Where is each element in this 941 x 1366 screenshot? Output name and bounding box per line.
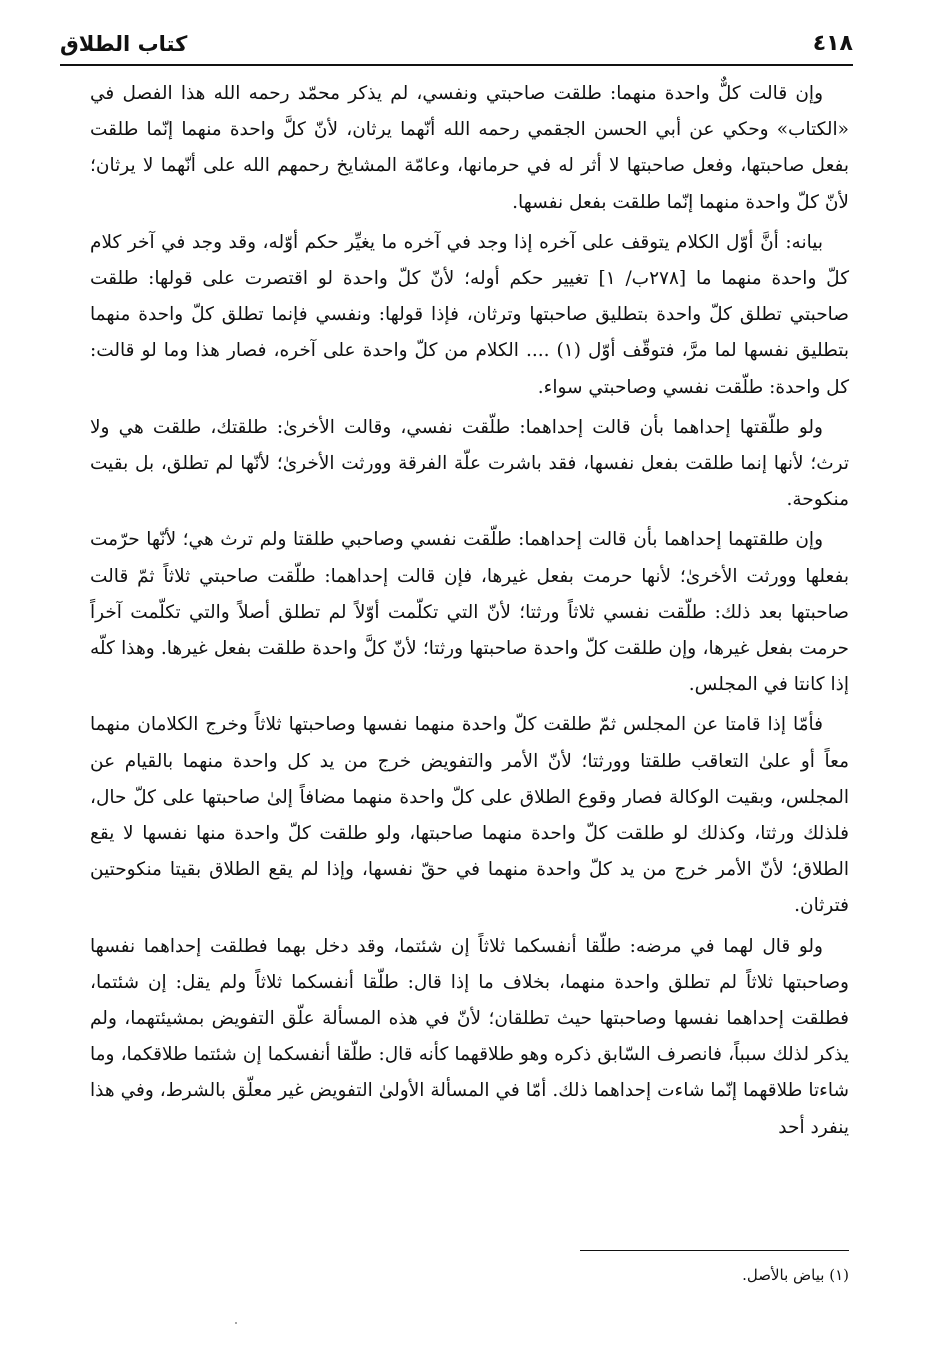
paragraph: وإن طلقتهما إحداهما بأن قالت إحداهما: طلّقت نفسي وصاحبي طلقتا ولم ترث هي؛ لأنّها حرّمت بفعلها وورثت الأخرىٰ؛ لأنها حرمت بفعل غيرها، فإن قالت إحداهما: طلّقت صاحبتي ثلاثاً ثمّ قالت صاحبتها بعد ذلك: طلّقت نفسي ثلاثاً ورثتا؛ لأنّ التي تكلّمت أوّلاً لم تطلق أصلاً والتي تكلّمت آخراً حرمت بفعل غيرها، وإن طلقت كلّ واحدة صاحبتها ورثتا؛ لأنّ كلَّ واحدة طلقت بفعل غيرها. وهذا كلّه إذا كانتا في المجلس. — [90, 529, 849, 696]
paragraph: ولو قال لهما في مرضه: طلّقا أنفسكما ثلاثاً إن شئتما، وقد دخل بهما فطلقت إحداهما نفسها وصاحبتها ثلاثاً لم تطلق واحدة منهما، بخلاف ما إذا قال: طلّقا أنفسكما ثلاثاً ولم يقل: إن شئتما، فطلقت إحداهما نفسها وصاحبتها حيث تطلقان؛ لأنّ في هذه المسألة علّق التفويض بمشيئتهما، ولم يذكر لذلك سبباً، فانصرف السّابق ذكره وهو طلاقهما كأنه قال: طلّقا أنفسكما إن شئتما طلاقكما، وما شاءتا طلاقهما إنّما شاءت إحداهما ذلك. أمّا في المسألة الأولىٰ التفويض غير معلّق بالشرط، وفي هذا ينفرد أحد — [90, 935, 849, 1138]
footnote: (١) بياض بالأصل. — [742, 1266, 849, 1284]
book-title: كتاب الطلاق — [60, 32, 188, 56]
paragraph: فأمّا إذا قامتا عن المجلس ثمّ طلقت كلّ واحدة منهما نفسها وصاحبتها ثلاثاً وخرج الكلامان منهما معاً أو علىٰ التعاقب طلقتا وورثتا؛ لأنّ الأمر والتفويض خرج من يد كل واحدة منهما بالقيام عن المجلس، وبقيت الوكالة فصار وقوع الطلاق على كلّ واحدة منهما مضافاً إلىٰ صاحبتها على كلّ حال، فلذلك ورثتا، وكذلك لو طلقت كلّ واحدة منهما صاحبتها، ولو طلقت كلّ واحدة منها نفسها لا يقع الطلاق؛ لأنّ الأمر خرج من يد كلّ واحدة منهما في حقّ نفسها، وإذا لم يقع الطلاق بقيتا منكوحتين فترثان. — [90, 714, 849, 917]
page-number: ٤١٨ — [812, 31, 853, 56]
main-text — [90, 76, 849, 1150]
paragraph: ولو طلّقتها إحداهما بأن قالت إحداهما: طلّقت نفسي، وقالت الأخرىٰ: طلقتك، طلقت هي ولا ترث؛ لأنها إنما طلقت بفعل نفسها، فقد باشرت علّة الفرقة وورثت الأخرىٰ؛ لأنّها لم تطلق، بل بقيت منكوحة. — [90, 416, 849, 511]
running-head — [60, 20, 853, 64]
footnote-rule — [580, 1250, 849, 1251]
paragraph: بيانه: أنَّ أوّل الكلام يتوقف على آخره إذا وجد في آخره ما يغيِّر حكم أوّله، وقد وجد في آخر كلام كلّ واحدة منهما ما [٢٧٨ب/ ١] تغيير حكم أوله؛ لأنّ كلّ واحدة لو اقتصرت على قولها: طلقت صاحبتي تطلق كلّ واحدة بتطليق صاحبتها وترثان، فإذا قولها: ونفسي فإنما تطلق كلّ واحدة منهما بتطليق نفسها لما مرَّ، فتوقّف أوّل (١) .... الكلام من كلّ واحدة على آخره، فصار هذا وما لو قالت: كل واحدة: طلّقت نفسي وصاحبتي سواء. — [90, 231, 849, 398]
header-rule — [60, 64, 853, 66]
paper-speck — [235, 1322, 237, 1324]
paragraph: وإن قالت كلٌّ واحدة منهما: طلقت صاحبتي ونفسي، لم يذكر محمّد رحمه الله هذا الفصل في «الكتاب» وحكي عن أبي الحسن الجقمي رحمه الله أنّهما يرثان، لأنّ كلَّ واحدة منهما إنّما طلقت بفعل صاحبتها، وفعل صاحبتها لا أثر له في حرمانها، وعامّة المشايخ رحمهم الله على أنّهما لا يرثان؛ لأنّ كلّ واحدة منهما إنّما طلقت بفعل نفسها. — [90, 83, 849, 213]
